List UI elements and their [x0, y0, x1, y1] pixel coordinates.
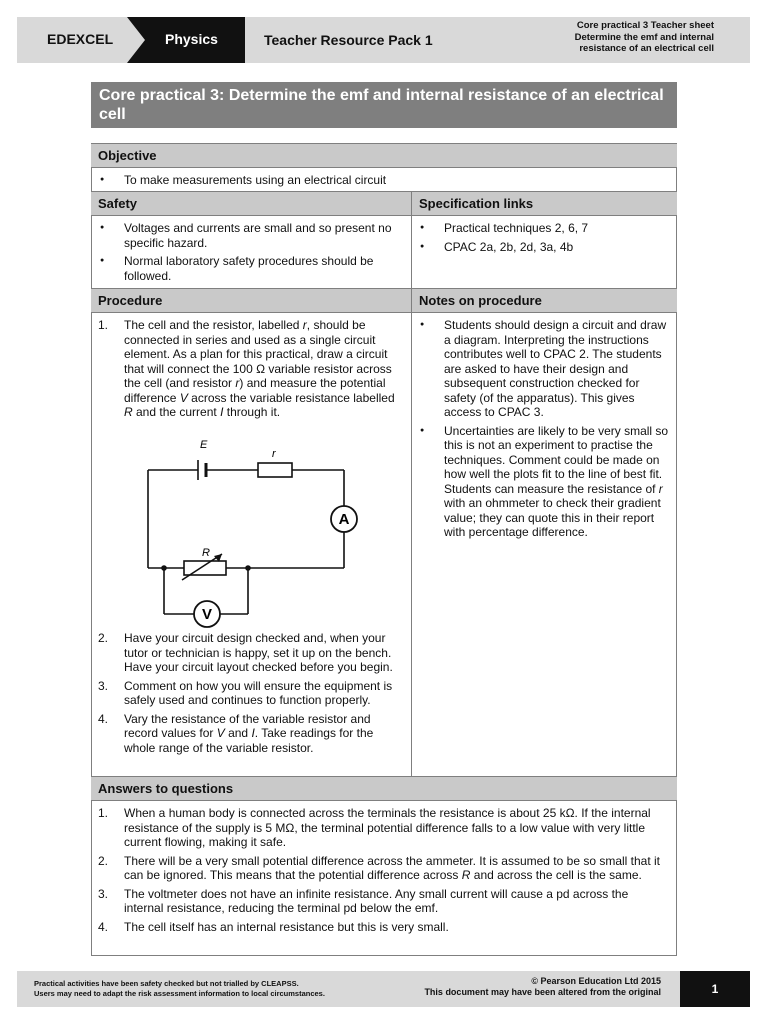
answer-text: The cell itself has an internal resistance but this is very small. — [124, 919, 449, 934]
footer-line: © Pearson Education Ltd 2015 — [531, 976, 661, 986]
step-text: through it. — [223, 405, 281, 419]
junction-dot — [161, 565, 167, 571]
column-divider — [411, 313, 412, 776]
procedure-step — [98, 679, 403, 708]
procedure-heading: Procedure — [91, 288, 412, 313]
answer-item — [98, 887, 670, 916]
footer-copyright — [424, 976, 661, 998]
answer-text: When a human body is connected across the terminals the resistance is about 25 kΩ. If the internal resistance of the supply is 5 MΩ, the terminal potential difference falls to a low value with very little current flowing, making it safe. — [124, 806, 651, 849]
answer-number: 1. — [98, 806, 109, 820]
header-doc-info — [575, 20, 714, 55]
symbol-r: r — [302, 318, 307, 332]
step-text: Comment on how you will ensure the equipment is safely used and continues to function properly. — [124, 678, 393, 707]
variable-resistor — [184, 561, 226, 575]
spec-link-item: ● Practical techniques 2, 6, 7 — [418, 221, 673, 236]
safety-heading: Safety — [91, 191, 412, 216]
objective-heading: Objective — [91, 143, 677, 168]
footer-line: This document may have been altered from the original — [424, 987, 661, 997]
answer-text: The voltmeter does not have an infinite resistance. Any small current will cause a pd across the internal resistance, reducing the terminal pd below the emf. — [124, 886, 629, 915]
step-text: Have your circuit design checked and, when your tutor or technician is happy, set it up on the bench. Have your circuit layout checked before you begin. — [124, 631, 393, 674]
step-number: 4. — [98, 711, 109, 726]
page-number: 1 — [680, 971, 750, 1007]
pack-title: Teacher Resource Pack 1 — [264, 32, 433, 48]
header-info-line: resistance of an electrical cell — [579, 43, 714, 54]
answers-heading: Answers to questions — [91, 776, 677, 801]
procedure-step — [98, 712, 403, 756]
column-divider — [411, 216, 412, 288]
symbol-R: R — [461, 868, 471, 882]
step-text: . Take readings for the whole range of the variable resistor. — [124, 726, 374, 755]
label-e: E — [200, 439, 208, 451]
safety-item: ● Normal laboratory safety procedures should be followed. — [98, 254, 403, 283]
symbol-i: I — [220, 405, 224, 419]
note-item — [418, 424, 673, 540]
label-R: R — [202, 547, 210, 559]
step-number: 3. — [98, 678, 109, 693]
procedure-steps-2-4 — [98, 631, 403, 759]
answer-item — [98, 854, 670, 883]
objective-cell — [98, 173, 668, 192]
footer-line: Users may need to adapt the risk assessment information to local circumstances. — [34, 988, 325, 998]
step-text: across the variable resistance labelled — [187, 390, 395, 405]
answer-text: There will be a very small potential difference across the ammeter. It is assumed to be so small that it can be ignored. This means that the potential difference across — [124, 853, 661, 882]
step-text: ) and measure the potential difference — [124, 376, 386, 405]
page-header — [17, 17, 750, 63]
step-number: 2. — [98, 631, 109, 645]
symbol-i: I — [251, 726, 255, 740]
header-info-line: Core practical 3 Teacher sheet — [576, 20, 714, 31]
voltmeter-label: V — [201, 606, 213, 623]
procedure-step — [98, 318, 403, 420]
answer-text: and across the cell is the same. — [470, 868, 642, 882]
symbol-R: R — [124, 405, 133, 419]
brand-logo-text: EDEXCEL — [47, 31, 114, 47]
objective-item: ● To make measurements using an electrical circuit — [98, 173, 668, 188]
resistor-r — [258, 463, 292, 477]
junction-dot — [245, 565, 251, 571]
circuit-diagram — [130, 432, 370, 632]
step-text: and the current — [132, 405, 221, 419]
answers-cell — [98, 806, 670, 938]
answer-number: 4. — [98, 919, 109, 934]
page-title: Core practical 3: Determine the emf and internal resistance of an electrical cell — [91, 82, 677, 128]
safety-item: ● Voltages and currents are small and so present no specific hazard. — [98, 221, 403, 250]
ammeter-label: A — [338, 511, 350, 528]
notes-cell — [418, 318, 673, 544]
notes-heading: Notes on procedure — [411, 288, 677, 313]
step-text: and — [224, 726, 252, 740]
answer-number: 2. — [98, 853, 109, 868]
step-text: The cell and the resistor, labelled — [124, 318, 303, 332]
spec-links-heading: Specification links — [411, 191, 677, 216]
spec-links-cell — [418, 221, 673, 258]
symbol-r: r — [658, 481, 663, 496]
procedure-step — [98, 631, 403, 675]
note-text: Uncertainties are likely to be very small so this is not an experiment to practise the techniques. Comment could be made on how well the plots fit to the line of best fit. Students can measure the resistance of — [444, 423, 669, 496]
note-text: with an ohmmeter to check their gradient value; they can quote this in their report with percentage difference. — [444, 496, 661, 539]
answer-item — [98, 920, 670, 935]
answer-number: 3. — [98, 886, 109, 901]
step-text: Vary the resistance of the variable resistor and record values for — [124, 711, 371, 740]
page-footer — [17, 971, 750, 1007]
footer-disclaimer — [34, 979, 325, 998]
spec-link-item: ● CPAC 2a, 2b, 2d, 3a, 4b — [418, 240, 673, 255]
procedure-step-1 — [98, 318, 403, 424]
footer-line: Practical activities have been safety checked but not trialled by CLEAPSS. — [34, 979, 299, 988]
step-number: 1. — [98, 318, 109, 332]
symbol-v: V — [179, 390, 188, 405]
note-item: ● Students should design a circuit and draw a diagram. Interpreting the instructions contributes well to CPAC 2. The students are asked to have their design and subsequent construction checked for safety (of the apparatus). This gives access to CPAC 3. — [418, 318, 673, 420]
label-r: r — [272, 448, 276, 460]
answer-item — [98, 806, 670, 850]
symbol-r: r — [235, 376, 240, 390]
subject-label: Physics — [165, 31, 218, 47]
symbol-v: V — [216, 726, 225, 740]
safety-cell — [98, 221, 403, 287]
step-text: , should be connected in series and used as a single circuit element. As a plan for this practical, draw a circuit that will connect the 100 Ω variable resistor across the cell (and resistor — [124, 318, 392, 390]
header-info-line: Determine the emf and internal — [574, 31, 714, 43]
